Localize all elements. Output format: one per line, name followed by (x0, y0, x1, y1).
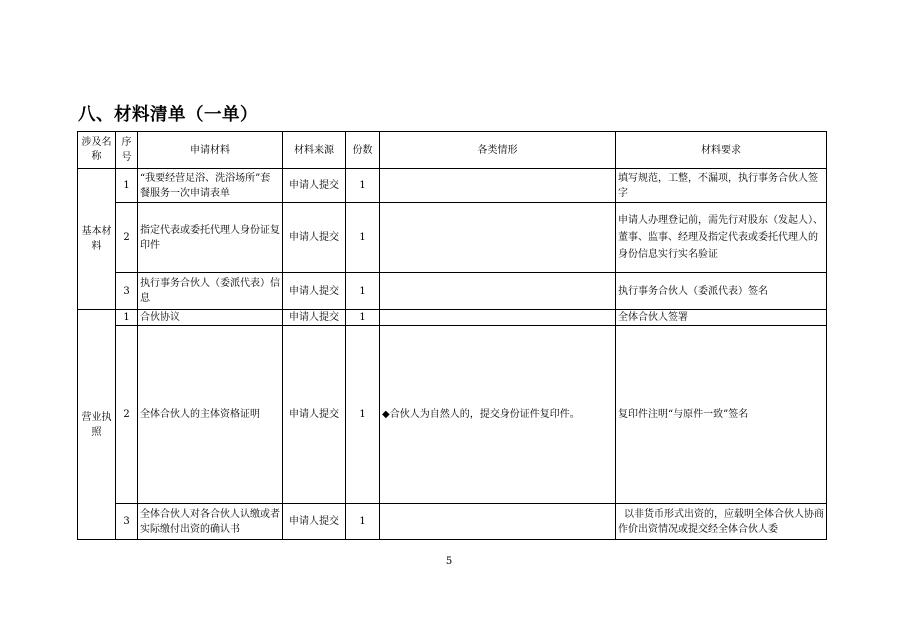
situation-cell (380, 169, 616, 203)
situation-cell (380, 310, 616, 326)
requirement-cell: 复印件注明“与原件一致”签名 (616, 326, 827, 504)
seq-cell: 1 (116, 169, 138, 203)
header-requirement: 材料要求 (616, 132, 827, 169)
copies-cell: 1 (346, 273, 380, 310)
seq-cell: 3 (116, 504, 138, 540)
header-material: 申请材料 (138, 132, 283, 169)
material-cell: 全体合伙人的主体资格证明 (138, 326, 283, 504)
situation-cell (380, 273, 616, 310)
copies-cell: 1 (346, 203, 380, 273)
category-cell: 基本材料 (78, 169, 116, 310)
table-row (78, 326, 827, 504)
requirement-cell: 全体合伙人签署 (616, 310, 827, 326)
table-row (78, 169, 827, 203)
page-title: 八、材料清单（一单） (78, 105, 258, 125)
situation-cell: ◆合伙人为自然人的，提交身份证件复印件。 (380, 326, 616, 504)
table-row (78, 203, 827, 273)
material-cell: 指定代表或委托代理人身份证复印件 (138, 203, 283, 273)
table-row (78, 504, 827, 540)
header-source: 材料来源 (283, 132, 346, 169)
material-cell: 合伙协议 (138, 310, 283, 326)
source-cell: 申请人提交 (283, 326, 346, 504)
copies-cell: 1 (346, 310, 380, 326)
header-copies: 份数 (346, 132, 380, 169)
source-cell: 申请人提交 (283, 504, 346, 540)
requirement-cell: 申请人办理登记前，需先行对股东（发起人）、董事、监事、经理及指定代表或委托代理人的身份信息实行实名验证 (616, 203, 827, 273)
situation-cell (380, 203, 616, 273)
seq-cell: 2 (116, 203, 138, 273)
copies-cell: 1 (346, 169, 380, 203)
seq-cell: 2 (116, 326, 138, 504)
seq-cell: 1 (116, 310, 138, 326)
header-category: 涉及名称 (78, 132, 116, 169)
requirement-cell: 执行事务合伙人（委派代表）签名 (616, 273, 827, 310)
requirement-cell: 填写规范，工整，不漏项，执行事务合伙人签字 (616, 169, 827, 203)
situation-cell (380, 504, 616, 540)
table-header-row (78, 132, 827, 169)
source-cell: 申请人提交 (283, 310, 346, 326)
materials-table (77, 131, 827, 540)
header-situation: 各类情形 (380, 132, 616, 169)
copies-cell: 1 (346, 326, 380, 504)
source-cell: 申请人提交 (283, 203, 346, 273)
table-row (78, 273, 827, 310)
header-seq: 序号 (116, 132, 138, 169)
requirement-cell: 以非货币形式出资的，应载明全体合伙人协商作价出资情况或提交经全体合伙人委 (616, 504, 827, 540)
table-row (78, 310, 827, 326)
material-cell: 全体合伙人对各合伙人认缴或者实际缴付出资的确认书 (138, 504, 283, 540)
material-cell: 执行事务合伙人（委派代表）信息 (138, 273, 283, 310)
source-cell: 申请人提交 (283, 169, 346, 203)
category-cell: 营业执照 (78, 310, 116, 540)
page-number: 5 (445, 556, 453, 567)
seq-cell: 3 (116, 273, 138, 310)
copies-cell: 1 (346, 504, 380, 540)
source-cell: 申请人提交 (283, 273, 346, 310)
material-cell: “我要经营足浴、洗浴场所”套餐服务一次申请表单 (138, 169, 283, 203)
